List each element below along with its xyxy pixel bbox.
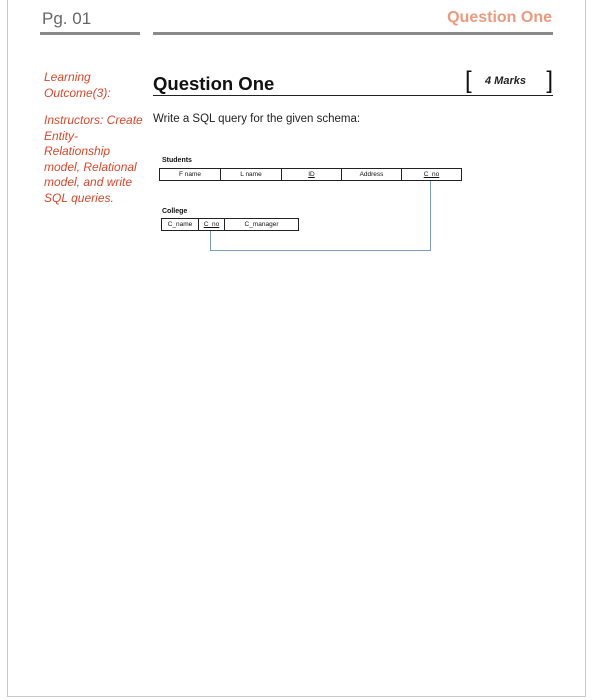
question-title: Question One [153, 73, 275, 94]
students-col-lname: L name [221, 169, 282, 180]
marks-box [465, 69, 553, 93]
students-col-fname: F name [160, 169, 221, 180]
college-table-label: College [162, 208, 188, 215]
question-instruction: Write a SQL query for the given schema: [153, 113, 361, 125]
header-rule-left [40, 32, 140, 35]
question-title-underline [153, 95, 553, 96]
college-col-cno: C_no [199, 219, 225, 230]
marks-label: 4 Marks [485, 75, 526, 87]
left-bracket: [ [465, 67, 472, 94]
learning-outcome: Learning Outcome(3): [44, 70, 111, 100]
students-col-address: Address [342, 169, 402, 180]
fk-connector-horizontal [210, 250, 431, 251]
header-section-title: Question One [447, 9, 552, 26]
header-rule-right [153, 32, 553, 35]
students-col-cno: C_no [423, 171, 440, 178]
right-bracket: ] [546, 67, 553, 94]
page-frame [7, 0, 586, 697]
college-table [161, 218, 299, 231]
page-number: Pg. 01 [42, 9, 92, 28]
instructors-note: Instructors: Create Entity-Relationship model, Relational model, and write SQL queries. [44, 113, 143, 205]
students-col-id: ID [282, 169, 342, 180]
students-table [159, 168, 462, 181]
fk-connector-vertical-right [430, 181, 431, 251]
fk-connector-vertical-left [210, 231, 211, 251]
college-col-cname: C_name [162, 219, 199, 230]
college-col-cmanager: C_manager [244, 221, 279, 228]
students-table-label: Students [162, 157, 192, 164]
